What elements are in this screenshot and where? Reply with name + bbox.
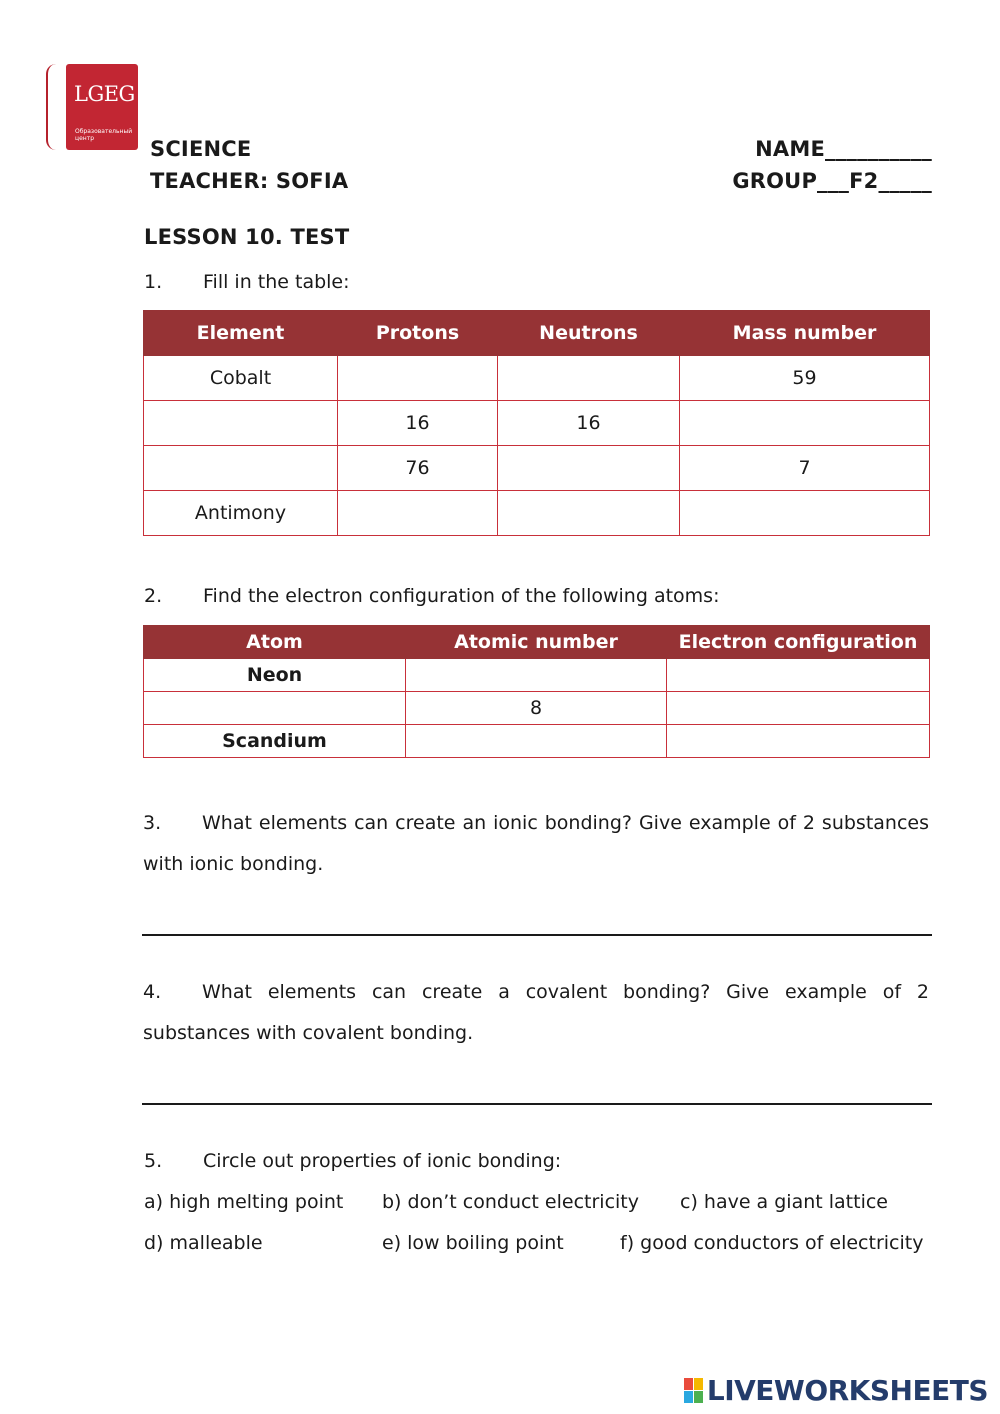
answer-cell[interactable]: [498, 491, 680, 536]
option-b[interactable]: b) don’t conduct electricity: [382, 1191, 639, 1213]
table-row: [144, 356, 930, 401]
answer-cell[interactable]: [667, 692, 930, 725]
answer-line-4[interactable]: [142, 1103, 932, 1105]
answer-cell[interactable]: [680, 491, 930, 536]
question-4: [143, 972, 929, 1054]
answer-cell[interactable]: [498, 446, 680, 491]
table-cell: Scandium: [144, 725, 406, 758]
logo-arc: [46, 64, 58, 150]
table-row: [144, 446, 930, 491]
column-header: Atom: [144, 626, 406, 659]
table-row: [144, 659, 930, 692]
table-row: [144, 725, 930, 758]
question-5: [144, 1150, 561, 1172]
column-header: Mass number: [680, 311, 930, 356]
table-row: [144, 692, 930, 725]
answer-cell[interactable]: [667, 659, 930, 692]
answer-cell[interactable]: [406, 659, 667, 692]
element-table: [143, 310, 930, 536]
question-number: 2.: [144, 585, 163, 607]
option-f[interactable]: f) good conductors of electricity: [620, 1232, 924, 1254]
answer-cell[interactable]: [667, 725, 930, 758]
column-header: Element: [144, 311, 338, 356]
table-cell: 59: [680, 356, 930, 401]
table-cell: 16: [498, 401, 680, 446]
table-cell: 16: [338, 401, 498, 446]
liveworksheets-watermark: [684, 1374, 988, 1407]
table-cell: 8: [406, 692, 667, 725]
table-row: [144, 401, 930, 446]
answer-cell[interactable]: [144, 446, 338, 491]
lesson-title: LESSON 10. TEST: [144, 225, 350, 249]
column-header: Protons: [338, 311, 498, 356]
question-1: [144, 271, 350, 293]
table-cell: 7: [680, 446, 930, 491]
column-header: Electron configuration: [667, 626, 930, 659]
question-text: Find the electron configuration of the following atoms:: [203, 585, 720, 607]
answer-cell[interactable]: [680, 401, 930, 446]
table-row: [144, 491, 930, 536]
answer-cell[interactable]: [498, 356, 680, 401]
group-field[interactable]: GROUP___F2_____: [732, 169, 932, 193]
question-number: 1.: [144, 271, 163, 293]
answer-cell[interactable]: [406, 725, 667, 758]
name-field[interactable]: NAME__________: [755, 137, 932, 161]
answer-cell[interactable]: [144, 692, 406, 725]
table-header-row: [144, 626, 930, 659]
answer-cell[interactable]: [338, 491, 498, 536]
option-e[interactable]: e) low boiling point: [382, 1232, 564, 1254]
logo: [66, 64, 138, 150]
table-header-row: [144, 311, 930, 356]
question-2: [144, 585, 719, 607]
watermark-text: LIVEWORKSHEETS: [706, 1374, 988, 1407]
question-3: [143, 803, 929, 885]
question-text: What elements can create a covalent bonding? Give example of 2 substances with covalent bonding.: [143, 981, 929, 1044]
option-a[interactable]: a) high melting point: [144, 1191, 344, 1213]
column-header: Atomic number: [406, 626, 667, 659]
column-header: Neutrons: [498, 311, 680, 356]
answer-line-3[interactable]: [142, 934, 932, 936]
teacher-label: TEACHER: SOFIA: [150, 169, 349, 193]
answer-cell[interactable]: [144, 401, 338, 446]
question-number: 4.: [143, 981, 162, 1003]
electron-table: [143, 625, 930, 758]
option-d[interactable]: d) malleable: [144, 1232, 263, 1254]
table-cell: Antimony: [144, 491, 338, 536]
logo-subtitle: Образовательный центр: [75, 128, 133, 142]
question-text: What elements can create an ionic bonding? Give example of 2 substances with ionic bonding.: [143, 812, 929, 875]
answer-cell[interactable]: [338, 356, 498, 401]
subject-label: SCIENCE: [150, 137, 252, 161]
question-text: Circle out properties of ionic bonding:: [203, 1150, 562, 1172]
question-number: 5.: [144, 1150, 163, 1172]
option-c[interactable]: c) have a giant lattice: [680, 1191, 888, 1213]
table-cell: Neon: [144, 659, 406, 692]
question-text: Fill in the table:: [203, 271, 350, 293]
liveworksheets-icon: [684, 1378, 703, 1403]
question-number: 3.: [143, 812, 162, 834]
table-cell: Cobalt: [144, 356, 338, 401]
logo-text: LGEG: [74, 82, 135, 106]
table-cell: 76: [338, 446, 498, 491]
